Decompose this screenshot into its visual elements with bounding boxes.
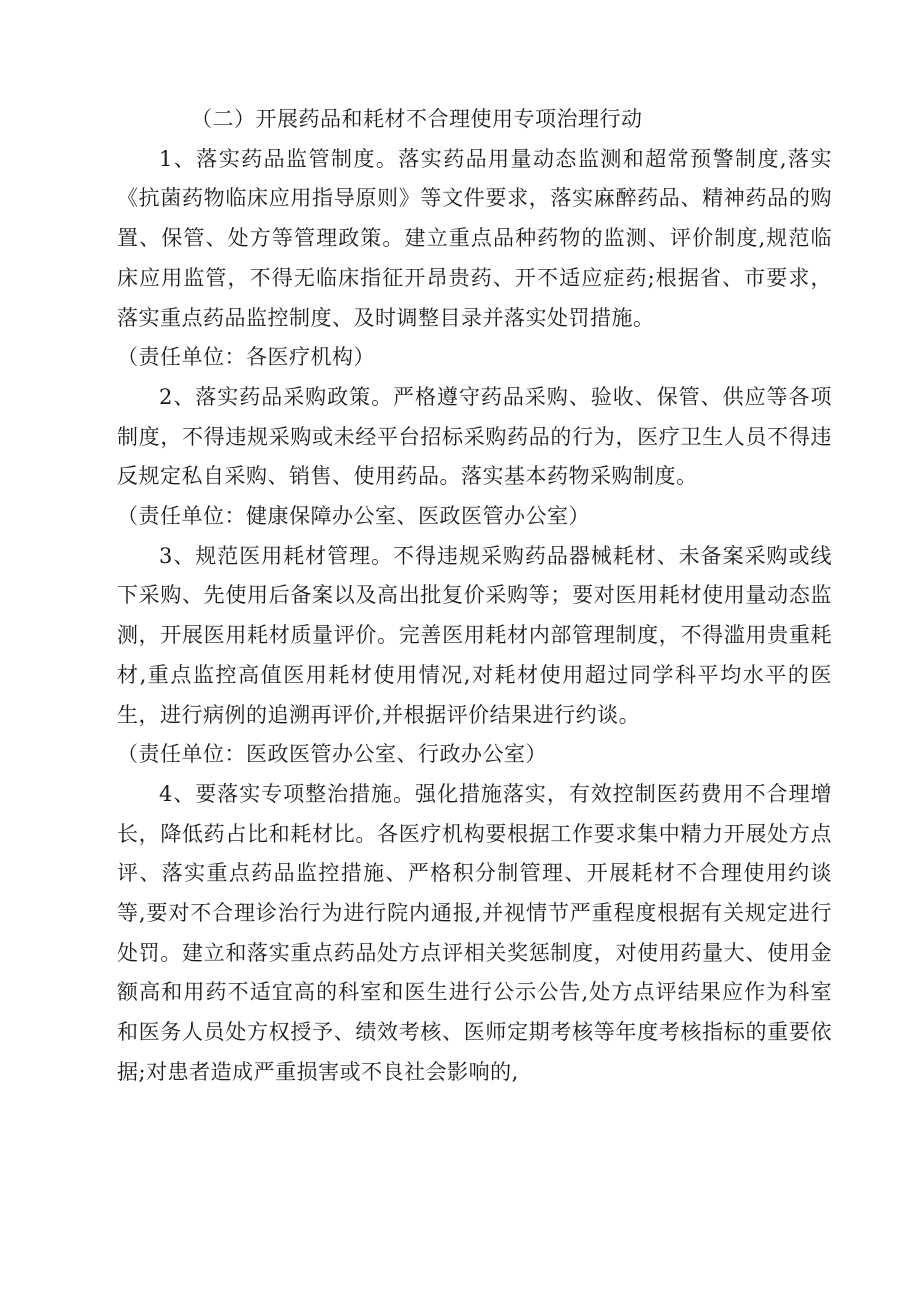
paragraph-1 <box>117 140 832 378</box>
paragraph-4 <box>117 775 832 1093</box>
paragraph-body: 2、落实药品采购政策。严格遵守药品采购、验收、保管、供应等各项制度，不得违规采购或未经平台招标采购药品的行为，医疗卫生人员不得违反规定私自采购、销售、使用药品。落实基本药物采购制度。 <box>117 384 832 489</box>
paragraph-body: 1、落实药品监管制度。落实药品用量动态监测和超常预警制度,落实《抗菌药物临床应用指导原则》等文件要求，落实麻醉药品、精神药品的购置、保管、处方等管理政策。建立重点品种药物的监测、评价制度,规范临床应用监管，不得无临床指征开昂贵药、开不适应症药;根据省、市要求，落实重点药品监控制度、及时调整目录并落实处罚措施。 <box>117 146 832 330</box>
paragraph-2 <box>117 378 832 537</box>
document-body <box>117 100 832 1093</box>
responsible-unit: （责任单位：医政医管办公室、行政办公室） <box>117 742 547 767</box>
responsible-unit: （责任单位：各医疗机构） <box>117 345 375 370</box>
section-heading: （二）开展药品和耗材不合理使用专项治理行动 <box>191 107 643 131</box>
paragraph-body: 3、规范医用耗材管理。不得违规采购药品器械耗材、未备案采购或线下采购、先使用后备案以及高出批复价采购等；要对医用耗材使用量动态监测，开展医用耗材质量评价。完善医用耗材内部管理制度，不得滥用贵重耗材,重点监控高值医用耗材使用情况,对耗材使用超过同学科平均水平的医生，进行病例的追溯再评价,并根据评价结果进行约谈。 <box>117 543 832 727</box>
responsible-unit: （责任单位：健康保障办公室、医政医管办公室） <box>117 504 590 529</box>
paragraph-3 <box>117 537 832 775</box>
paragraph-body: 4、要落实专项整治措施。强化措施落实，有效控制医药费用不合理增长，降低药占比和耗材比。各医疗机构要根据工作要求集中精力开展处方点评、落实重点药品监控措施、严格积分制管理、开展耗材不合理使用约谈等,要对不合理诊治行为进行院内通报,并视情节严重程度根据有关规定进行处罚。建立和落实重点药品处方点评相关奖惩制度，对使用药量大、使用金额高和用药不适宜高的科室和医生进行公示公告,处方点评结果应作为科室和医务人员处方权授予、绩效考核、医师定期考核等年度考核指标的重要依据;对患者造成严重损害或不良社会影响的, <box>117 781 832 1084</box>
